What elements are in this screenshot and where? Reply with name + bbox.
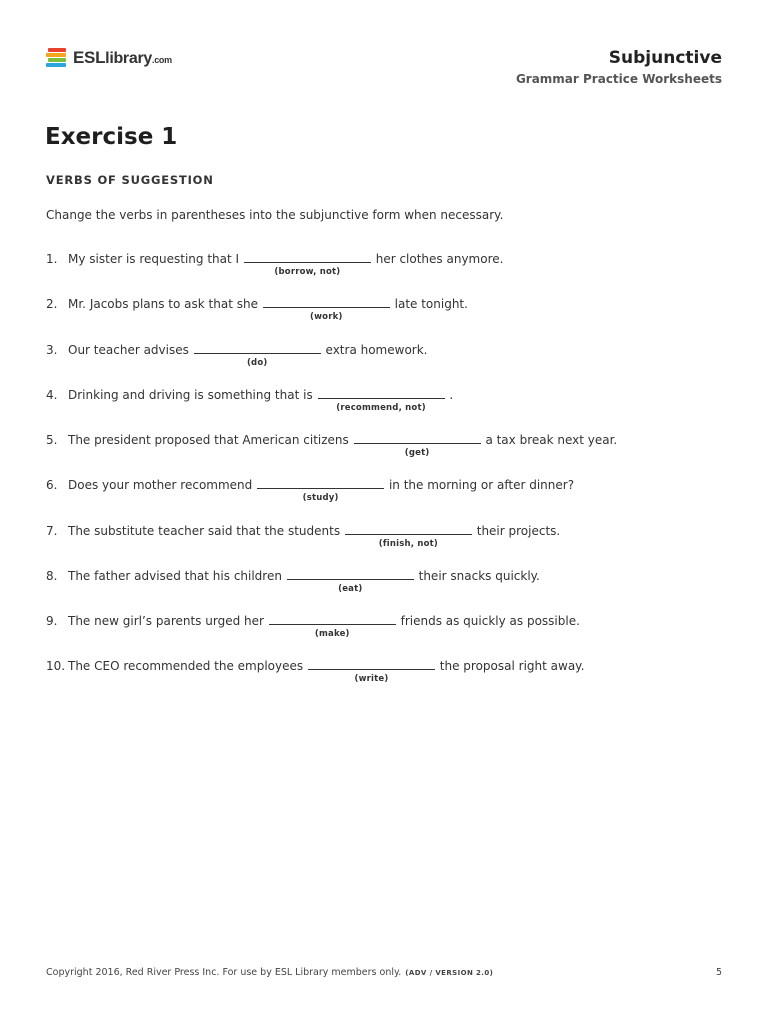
question-text-after: the proposal right away. [439, 659, 585, 673]
answer-blank[interactable] [308, 655, 435, 684]
answer-blank[interactable] [318, 384, 445, 413]
instructions: Change the verbs in parentheses into the subjunctive form when necessary. [46, 208, 504, 222]
verb-hint: (do) [246, 358, 268, 368]
question-text-before: The new girl’s parents urged her [68, 614, 264, 628]
verb-hint: (make) [314, 629, 350, 639]
question-text-before: The substitute teacher said that the students [68, 524, 341, 538]
answer-blank[interactable] [287, 565, 414, 594]
question-item [46, 248, 504, 277]
worksheet-series-subtitle: Grammar Practice Worksheets [515, 72, 722, 86]
copyright-text: Copyright 2016, Red River Press Inc. For use by ESL Library members only. [46, 967, 402, 978]
logo-wordmark: ESLlibrary.com [73, 48, 172, 67]
question-number: 1. [46, 252, 58, 266]
verb-hint: (borrow, not) [274, 267, 341, 277]
question-number: 4. [46, 388, 58, 402]
question-text-after: their projects. [476, 524, 561, 538]
answer-blank[interactable] [244, 248, 371, 277]
question-text-after: extra homework. [325, 343, 428, 357]
question-text-before: Mr. Jacobs plans to ask that she [68, 297, 258, 311]
question-text-before: The president proposed that American citizens [68, 433, 349, 447]
verb-hint: (study) [302, 493, 339, 503]
question-text-before: Drinking and driving is something that is [68, 388, 313, 402]
verb-hint: (finish, not) [378, 539, 438, 549]
version-label: (ADV / VERSION 2.0) [405, 969, 494, 977]
question-item [46, 293, 468, 322]
question-number: 9. [46, 614, 58, 628]
verb-hint: (get) [404, 448, 430, 458]
question-item [46, 429, 618, 458]
question-number: 7. [46, 524, 58, 538]
verb-hint: (recommend, not) [336, 403, 426, 413]
worksheet-topic-title: Subjunctive [608, 48, 722, 68]
question-number: 10. [46, 659, 66, 673]
question-text-after: in the morning or after dinner? [388, 478, 575, 492]
question-item [46, 565, 540, 594]
question-item [46, 474, 575, 503]
question-number: 3. [46, 343, 58, 357]
question-text-after: her clothes anymore. [375, 252, 504, 266]
question-text-before: The father advised that his children [68, 569, 282, 583]
question-item [46, 610, 580, 639]
book-stack-icon [45, 46, 69, 70]
question-text-before: Our teacher advises [68, 343, 189, 357]
answer-blank[interactable] [269, 610, 396, 639]
question-text-before: My sister is requesting that I [68, 252, 240, 266]
question-text-before: Does your mother recommend [68, 478, 253, 492]
answer-blank[interactable] [263, 293, 390, 322]
question-text-after: late tonight. [394, 297, 468, 311]
verb-hint: (work) [310, 312, 343, 322]
answer-blank[interactable] [257, 474, 384, 503]
question-text-before: The CEO recommended the employees [68, 659, 304, 673]
question-number: 6. [46, 478, 58, 492]
section-heading: VERBS OF SUGGESTION [46, 173, 214, 187]
answer-blank[interactable] [354, 429, 481, 458]
question-item [46, 384, 454, 413]
question-number: 5. [46, 433, 58, 447]
question-item [46, 520, 561, 549]
question-text-after: friends as quickly as possible. [400, 614, 580, 628]
question-number: 2. [46, 297, 58, 311]
page-number: 5 [715, 967, 722, 978]
question-text-after: a tax break next year. [485, 433, 618, 447]
question-text-after: . [449, 388, 454, 402]
answer-blank[interactable] [345, 520, 472, 549]
exercise-title: Exercise 1 [45, 124, 178, 150]
esl-library-logo [45, 45, 172, 71]
answer-blank[interactable] [194, 339, 321, 368]
footer-copyright [46, 967, 493, 978]
question-number: 8. [46, 569, 58, 583]
verb-hint: (eat) [338, 584, 363, 594]
question-text-after: their snacks quickly. [418, 569, 540, 583]
question-item [46, 339, 428, 368]
verb-hint: (write) [354, 674, 389, 684]
question-item [46, 655, 585, 684]
